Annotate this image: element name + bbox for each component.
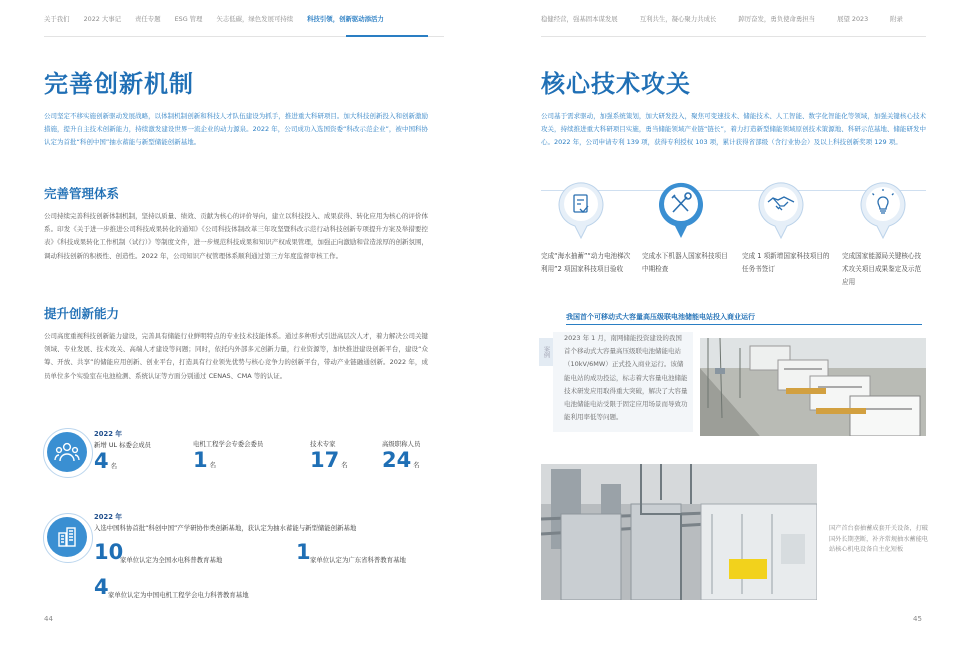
stats2-header	[94, 511, 356, 532]
nav-item-symbiosis[interactable]: 互利共生，凝心聚力共成长	[639, 14, 717, 23]
achievement-text: 完成 1 项新增国家科技项目的任务书签订	[742, 252, 830, 273]
nav-item-operation[interactable]: 稳健经营，强基固本谋发展	[541, 14, 618, 23]
heading-management: 完善管理体系	[44, 186, 120, 201]
nav-active-marker	[346, 35, 428, 37]
stat-value: 4	[94, 449, 109, 473]
top-nav-left	[44, 0, 444, 36]
nav-item-green[interactable]: 矢志低碳，绿色发展可持续	[216, 14, 294, 23]
nav-item-mission[interactable]: 踔厉奋发，勇负使命勇担当	[738, 14, 816, 23]
stat-unit: 名	[413, 461, 420, 469]
stat-value: 24	[382, 448, 412, 472]
case-body: 2023 年 1 月，南网储能投资建设的我国首个移动式大容量高压级联电池储能电站（10kV/6MW）正式投入商业运行。该储能电站的成功投运，标志着大容量电池储能技术研发应用取得重大突破，解决了大容量电池储能电站受限于固定应用场景而导致功能利用率低等问题。	[564, 334, 688, 422]
case-title: 我国首个可移动式大容量高压级联电池储能电站投入商业运行	[566, 313, 755, 321]
photo-caption: 国产首台套抽蓄成套开关设备，打破国外长期垄断，补齐常规抽水蓄能电站核心机电设备自主化短板	[829, 525, 928, 553]
stats2-headline: 入选中国科协首批“科创中国”产学研协作类创新基地，获认定为抽水蓄能与新型储能创新基地	[94, 524, 357, 532]
body-capability: 公司高度重视科技创新能力建设，完善具有储能行业鲜明特点的专业技术技能体系。通过多种形式引进高层次人才，着力解决公司关键领域、专业发展、技术攻关、高端人才建设等问题；同时，依托内外部多元创新力量，行业资源等，加快推进建设创新平台，建设“众筹、开放、共享”的储能应用创新、创业平台，打造具有行业领先优势与核心竞争力的创新平台，带动产业链融通创新。2022 年，成员单位多个实验室在电池检测、系统认证等方面分别通过 CENAS、CMA 等的认证。	[44, 332, 428, 380]
lightbulb-icon	[860, 180, 906, 240]
stat-unit: 名	[110, 462, 118, 470]
nav-divider-left	[44, 36, 444, 37]
stat-label: 家单位认定为中国电机工程学会电力科普教育基地	[108, 591, 249, 599]
nav-item-outlook[interactable]: 展望 2023	[837, 14, 869, 23]
stats2-year: 2022 年	[94, 513, 123, 521]
achievement-text: 完成国家能源局关键核心技术攻关项目成果鉴定及示范应用	[842, 252, 922, 286]
intro-left: 公司坚定不移实施创新驱动发展战略，以体制机制创新和科技人才队伍建设为抓手，推进重大科研项目。加大科技创新投入和创新激励措施，提升自主技术创新能力，持续激发建设世界一流企业的动力源泉。2022 年，公司成功入选国资委“科改示范企业”，被中国科协认定为首批“科创中国”抽水蓄能与新型储能创新基地。	[44, 112, 428, 147]
body-management: 公司持续完善科技创新体制机制，坚持以质量、绩效、贡献为核心的评价导向，建立以科技投入、成果获得、转化应用为核心的评价体系。印发《关于进一步推进公司科技成果转化的通知》《公司科技体制改革三年攻坚暨科改示范行动科技创新专项提升方案及举措要控表》《科技成果转化工作机制（试行）》等制度文件，进一步规范科技成果和知识产权成果管理，加强正向激励和营造浓厚的创新氛围，调动科技创新的积极性、创造性。2022 年，公司知识产权管理体系顺利通过第三方年度监督审核工作。	[44, 212, 428, 260]
nav-item-appendix[interactable]: 附录	[890, 14, 903, 23]
stat-label: 技术专家	[310, 440, 336, 448]
stats1-item-ul	[94, 428, 151, 473]
stat-unit: 名	[209, 461, 217, 469]
case-tab: 案例	[539, 338, 553, 366]
stat-value: 4	[94, 575, 109, 599]
stats1-item-senior	[382, 437, 420, 472]
nav-item-esg[interactable]: ESG 管理	[174, 14, 203, 23]
stat-label: 家单位认定为广东省科普教育基地	[310, 556, 406, 564]
stat-value: 1	[193, 448, 208, 472]
stat-value: 10	[94, 540, 124, 564]
switchgear-photo	[541, 464, 817, 600]
page-number-left: 44	[44, 615, 53, 623]
stats1-year: 2022 年	[94, 430, 123, 438]
stat-label: 电机工程学会专委会委员	[193, 440, 264, 448]
stat-value: 17	[310, 448, 340, 472]
stats1-item-cees	[193, 437, 263, 472]
nav-item-about[interactable]: 关于我们	[44, 14, 70, 23]
stats1-item-experts	[310, 437, 348, 472]
page-number-right: 45	[913, 615, 922, 623]
stat-value: 1	[296, 540, 311, 564]
intro-right: 公司基于需求驱动，加强系统策划，加大研发投入，聚焦可变速技术、储能技术、人工智能、数字化智能化等领域，加强关键核心技术攻关，持续推进重大科研项目实施，勇当储能领域产业链“链长”，着力打造新型储能领域原创技术策源地、科研示范基地、储能研发中心。2022 年，公司申请专利 139 项，获得专利授权 103 项，累计获得省部级（含行业协会）及以上科技创新奖项 129 项。	[541, 112, 926, 147]
top-nav-right	[541, 0, 926, 36]
stat-unit: 名	[341, 461, 348, 469]
battery-station-photo	[700, 338, 926, 436]
handshake-icon	[758, 180, 804, 240]
building-icon	[47, 517, 87, 557]
heading-capability: 提升创新能力	[44, 306, 120, 321]
nav-item-tech-active[interactable]: 科技引领，创新驱动添活力	[307, 14, 384, 23]
tools-icon	[658, 180, 704, 240]
nav-item-special[interactable]: 责任专题	[135, 14, 161, 23]
achievement-text: 完成水下机器人国家科技项目中期检查	[642, 252, 728, 273]
people-icon	[47, 432, 87, 472]
stat-label: 高级职称人员	[382, 440, 421, 448]
page-title-left: 完善创新机制	[44, 70, 194, 98]
nav-item-milestones[interactable]: 2022 大事记	[83, 14, 122, 23]
page-title-right: 核心技术攻关	[541, 70, 691, 98]
document-check-icon	[558, 180, 604, 240]
stat-label: 新增 UL 标委会成员	[94, 441, 152, 449]
stat-label: 家单位认定为全国水电科普教育基地	[120, 556, 223, 564]
nav-divider-right	[541, 36, 926, 37]
achievement-text: 完成“海水抽蓄”“动力电池梯次利用”2 项国家科技项目验收	[541, 252, 631, 273]
case-divider	[566, 324, 922, 325]
